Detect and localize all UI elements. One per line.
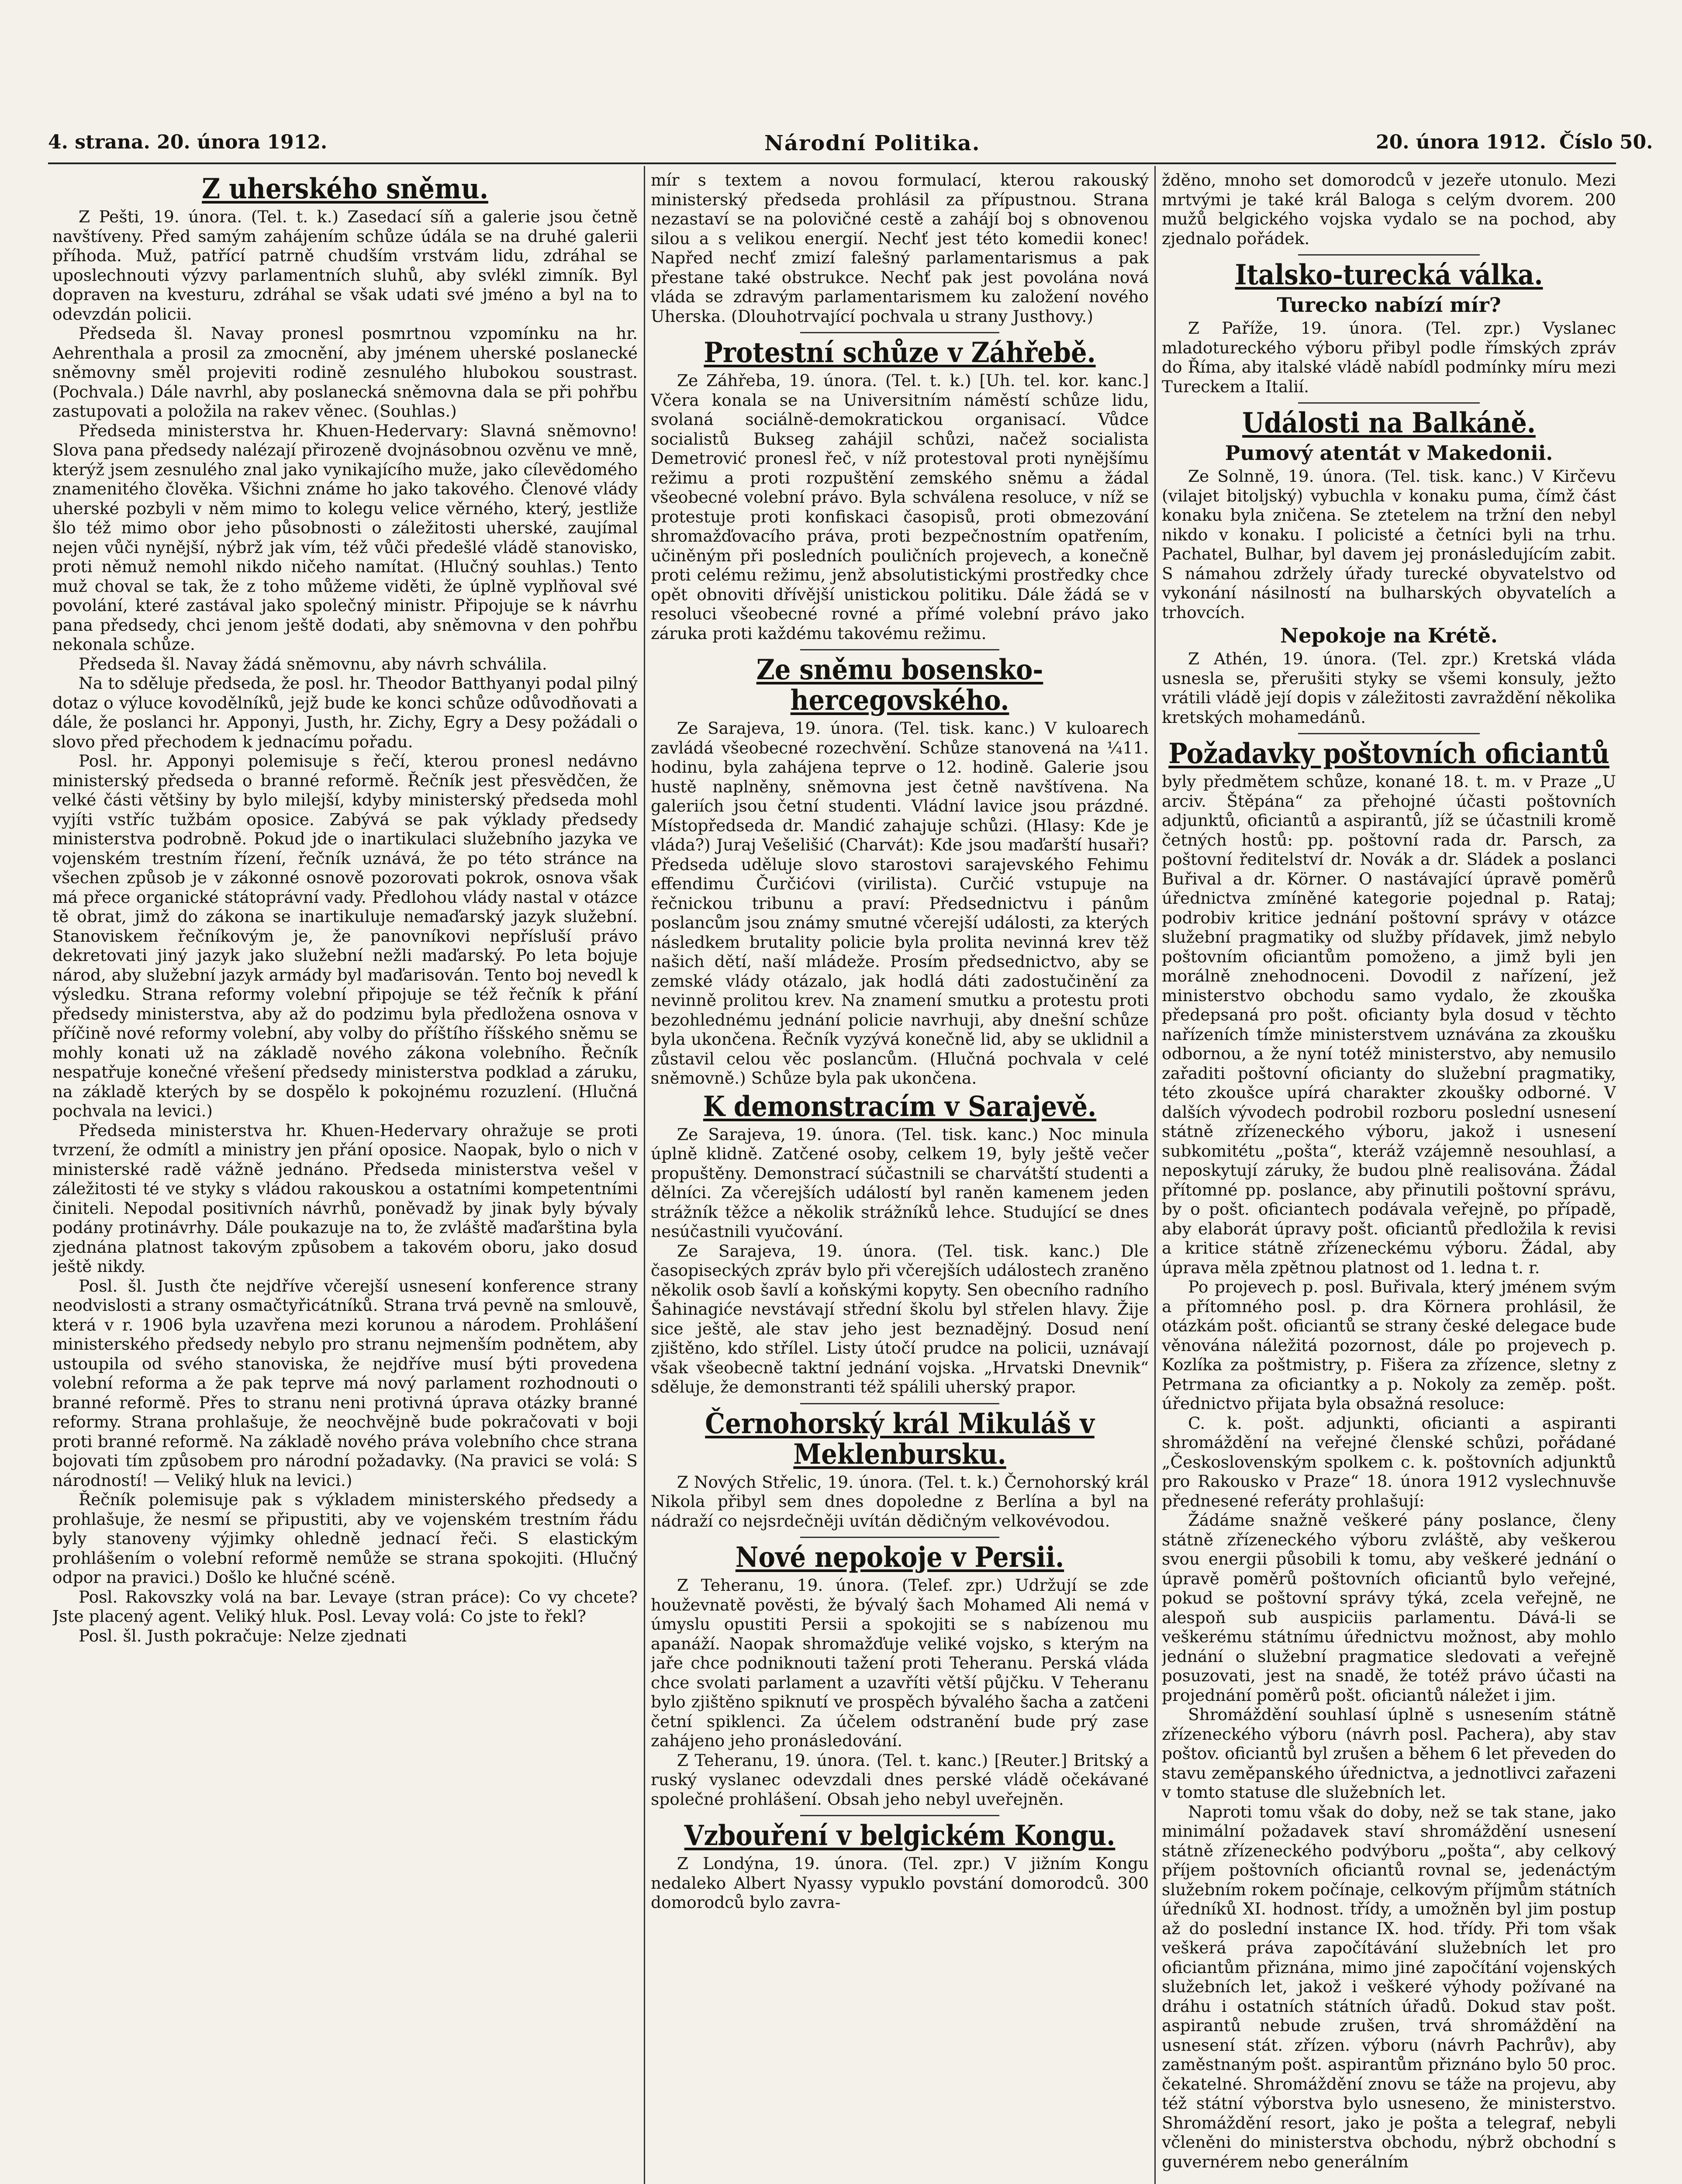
column-rule-2 — [1154, 166, 1156, 2184]
heading-vzbouřeni-kongo: Vzbouření v belgickém Kongu. — [684, 1819, 1116, 1852]
paragraph: C. k. pošt. adjunkti, oficianti a aspiranti shromáždění na veřejné členské schůzi, pořádané „Československým spolkem c. k. poštovních adjunktů pro Rakousko v Praze“ 18. února 1912 vyslechnuvše přednesené referáty prohlašují: — [1162, 1413, 1616, 1510]
subheading-turecko-mir: Turecko nabízí mír? — [1277, 293, 1501, 317]
paragraph: Z Nových Střelic, 19. února. (Tel. t. k.) Černohorský král Nikola přibyl sem dnes dopoledne z Berlína a byl na nádraží co nejsrdečněji uvítán dědičným velkovévodou. — [651, 1472, 1149, 1531]
paragraph: Naproti tomu však do doby, než se tak stane, jako minimální požadavek staví shromáždění usnesení státně zřízeneckého podvýboru „pošta“, aby celkový příjem poštovních oficiantů rovnal se, jedenáctým služebním rokem počínaje, celkovým příjmům státních úředníků XI. hodnost. třídy, a umožněn byl jim postup až do poslední instance IX. hod. třídy. Při tom však veškerá práva započítávání služebních let pro oficiantům přiznána, mimo jiné započítání vojenských služebních let, jakož i veškeré výhody požívané na dráhu i ostatních státních úřadů. Dokud stav pošt. aspirantů nebude zrušen, trvá shromáždění na usnesení stát. zřízen. výboru (návrh Pachrův), aby zaměstnaným pošt. aspirantům přiznáno bylo 50 proc. čekatelné. Shromáždění znovu se táže na projevu, aby též státní výborstva bylo usneseno, že ministerstvo. Shromáždění resort, jako je pošta a telegraf, nebyli včleněni do ministerstva obchodu, nýbrž obchodní s guvernérem nebo generálním — [1162, 1802, 1616, 2171]
paragraph: Předseda ministerstva hr. Khuen-Hedervary: Slavná sněmovno! Slova pana předsedy nalézají přirozeně dvojnásobnou ozvěnu ve mně, kterýž jsem zesnulého znal jako vynikajícího muže, jako cílevědomého znamenitého člověka. Všichni známe ho jako takového. Členové vlády uherské pozbyli v něm mimo to kolegu velice věrného, který, jestliže šlo též mimo obor jeho působnosti o záležitosti uherské, zaujímal nejen vůči nynější, nýbrž jak vím, též vůči předešlé vládě stanovisko, proti němuž nemohl nikdo ničeho namítat. (Hlučný souhlas.) Tento muž choval se tak, že z toho můžeme viděti, že úplně vyplňoval své povolání, které zastával jako společný ministr. Připojuje se k návrhu pana předsedy, chci jenom ještě dodati, aby sněmovna v den pohřbu nekonala schůze. — [52, 421, 638, 654]
separator — [800, 332, 999, 333]
column-2 — [651, 170, 1149, 2184]
paragraph: Posl. hr. Apponyi polemisuje s řečí, kterou pronesl nedávno ministerský předseda o branné reformě. Řečník jest přesvědčen, že velké části většiny by bylo milejší, kdyby ministerský předseda mohl vyjíti vstříc tužbám oposice. Zabývá se pak výklady předsedy ministerstva podrobně. Pokud jde o inartikulaci služebního jazyka ve vojenském trestním řízení, řečník uznává, že po této stránce na všechen způsob je v zákonné osnově pozorovati pokrok, osnova však má přece organické státoprávní vady. Předlohou vlády nastal v otázce tě obrat, jimž do zákona se inartikuluje nemaďarský jazyk služební. Stanoviskem řečníkovým je, že panovníkovi nepřísluší právo dekretovati jiný jazyk jako služební nežli maďarský. Po leta bojuje národ, aby služební jazyk armády byl maďarisován. Tento boj nevedl k výsledku. Strana reformy volební připojuje se též řečník k přání předsedy ministerstva, aby až do podzimu byla předložena osnova v příčině nové reformy volební, aby volby do příštího říšského sněmu se mohly konati už na základě nového zákona volebního. Řečník nespatřuje konečné vřešení předsedy ministerstva podklad a záruku, na základě kterých by se dospělo k pokojnému rozuzlení. (Hlučná pochvala na levici.) — [52, 751, 638, 1120]
separator — [800, 649, 999, 650]
column-1 — [52, 170, 638, 2184]
paragraph: Ze Solnně, 19. února. (Tel. tisk. kanc.) V Kirčevu (vilajet bitoljský) vybuchla v konaku puma, čímž část konaku byla zničena. Se ztetelem na tržní den nebyl nikdo v konaku. I policisté a četníci byli na trhu. Pachatel, Bulhar, byl davem jej pronásledujícím zabit. S námahou zdržely úřady turecké obyvatelstvo od vykonání násilností na bulharských obyvatelích a trhovcích. — [1162, 467, 1616, 622]
newspaper-title: Národní Politika. — [764, 131, 981, 156]
heading-uhersky-snem: Z uherského sněmu. — [202, 173, 488, 205]
paragraph: Shromáždění souhlasí úplně s usnesením státně zřízeneckého výboru (návrh posl. Pachera), aby stav poštov. oficiantů byl zrušen a během 6 let převeden do stavu zeměpanského úřednictva, a jednotlivci zařazeni v tomto statuse dle služebních let. — [1162, 1705, 1616, 1802]
paragraph: Na to sděluje předseda, že posl. hr. Theodor Batthyanyi podal pilný dotaz o výluce kovodělníků, jejž bude ke konci schůze odůvodňovati a dále, že poslanci hr. Apponyi, Justh, hr. Zichy, Egry a Desy požádali o slovo před přechodem k jednacímu pořadu. — [52, 674, 638, 751]
paragraph: Z Paříže, 19. února. (Tel. zpr.) Vyslanec mladotureckého výboru přibyl podle římských zpráv do Říma, aby italské vládě nabídl podmínky míru mezi Tureckem a Italií. — [1162, 318, 1616, 396]
heading-snem-bosna: Ze sněmu bosensko-hercegovského. — [756, 653, 1043, 717]
paragraph: Z Athén, 19. února. (Tel. zpr.) Kretská vláda usnesla se, přerušiti styky se všemi konsuly, ježto vrátili vládě její dopis v záležitosti zavraždění několika kretských mohamedánů. — [1162, 649, 1616, 727]
paragraph: Z Teheranu, 19. února. (Tel. t. kanc.) [Reuter.] Britský a ruský vyslanec odevzdali dnes perské vládě očekávané společné prohlášení. Obsah jeho nebyl uveřejněn. — [651, 1750, 1149, 1809]
heading-pozadavky-postovnich-oficiantu: Požadavky poštovních oficiantů — [1168, 737, 1609, 770]
subheading-nepokoje-kreta: Nepokoje na Krétě. — [1280, 624, 1498, 647]
header-rule — [48, 162, 1616, 164]
paragraph: Posl. šl. Justh pokračuje: Nelze zjednati — [79, 1626, 407, 1645]
separator — [800, 1537, 999, 1538]
separator — [800, 1815, 999, 1816]
paragraph: Po projevech p. posl. Buřivala, který jménem svým a přítomného posl. p. dra Körnera prohlásil, že otázkám pošt. oficiantů se strany české delegace bude věnována náležitá pozornost, dále po projevech p. Kozlíka za poštmistry, p. Fišera za zřízence, sletny z Petrmana za oficiantky a p. Nokoly za zeměp. pošt. úřednictvo přijata byla obsažná resoluce: — [1162, 1277, 1616, 1413]
header-page-date: 4. strana. 20. února 1912. — [48, 131, 328, 153]
column-rule-1 — [644, 166, 645, 2184]
paragraph: Posl. Rakovszky volá na bar. Levaye (stran práce): Co vy chcete? Jste placený agent. Veliký hluk. Posl. Levay volá: Co jste to řekl? — [52, 1587, 638, 1626]
paragraph: Ze Sarajeva, 19. února. (Tel. tisk. kanc.) Noc minula úplně klidně. Zatčené osoby, celkem 19, byly ještě večer propuštěny. Demonstrací súčastnili se charvátští studenti a dělníci. Za včerejších událostí byl raněn kamenem jeden strážník těžce a několik strážníků lehce. Studující se dnes nesúčastnili vyučování. — [651, 1124, 1149, 1241]
paragraph: Ze Záhřeba, 19. února. (Tel. t. k.) [Uh. tel. kor. kanc.] Včera konala se na Universitním náměstí schůze lidu, svolaná sociálně-demokratickou organisací. Vůdce socialistů Bukseg zahájil schůzi, načež socialista Demetrović pronesl řeč, v níž protestoval proti nynějšímu režimu a proti rozpuštění zemského sněmu a žádal všeobecné volební právo. Byla schválena resoluce, v níž se protestuje proti konfiskaci časopisů, proti obmezování shromažďovacího práva, proti bezpečnostním opatřením, učiněným při posledních pouličních projevech, a konečně proti celému režimu, jenž absolutistickými prostředky chce opět obnoviti dřívější unistickou politiku. Dále žádá se v resoluci všeobecné rovné a přímé volební právo jako záruka proti každému takovému režimu. — [651, 371, 1149, 643]
heading-protest-zahreb: Protestní schůze v Záhřebě. — [704, 336, 1096, 369]
header-date-right: 20. února 1912. — [1376, 131, 1546, 153]
paragraph: žděno, mnoho set domorodců v jezeře utonulo. Mezi mrtvými je také král Baloga s celým dvorem. 200 mužů belgického vojska vydalo se na pochod, aby zjednalo pořádek. — [1162, 170, 1616, 248]
heading-udalosti-balkan: Události na Balkáně. — [1242, 407, 1536, 439]
separator — [1298, 402, 1480, 404]
paragraph: byly předmětem schůze, konané 18. t. m. v Praze „U arciv. Štěpána“ za přehojné účasti poštovních adjunktů, oficiantů a aspirantů, jíž se účastnili kromě četných hostů: pp. poštovní rada dr. Parsch, za poštovní ředitelství dr. Novák a dr. Sládek a poslanci Buřival a dr. Körner. O nastávající úpravě poměrů úřednictva zmíněné kategorie pojednal p. Rataj; podrobiv kritice jednání poštovní správy v otázce služební pragmatiky od služby přídavek, jimž nebylo poštovním oficiantům pomoženo, a jimž byli jen morálně znehodnoceni. Dovodil z nařízení, jež ministerstvo obchodu samo vydalo, že zkouška předepsaná pro pošt. oficianty byla dosud v těchto nařízeních tímže ministerstvem uznávána za zkoušku odbornou, a že nyní totéž ministerstvo, aby nemusilo zařaditi poštovní oficianty do služební pragmatiky, této zkoušce upírá charakter zkoušky odborné. V dalších vývodech podrobil rozboru poslední usnesení státně zřízeneckého výboru, jakož i usnesení subkomitétu „pošta“, kteráž vzájemně nesouhlasí, a neposkytují záruky, že budou plně realisována. Žádal přítomné pp. poslance, aby přinutili poštovní správu, by o pošt. oficiantech podávala veřejně, po případě, aby elaborát úpravy pošt. oficiantů předložila k revisi a kritice státně zřízeneckému výboru. Žádal, aby úprava měla zpětnou platnost od 1. ledna t. r. — [1162, 772, 1616, 1277]
paragraph: Předseda šl. Navay žádá sněmovnu, aby návrh schválila. — [79, 654, 547, 674]
heading-nepokoje-persie: Nové nepokoje v Persii. — [735, 1541, 1064, 1574]
column-3 — [1162, 170, 1616, 2184]
paragraph: Posl. šl. Justh čte nejdříve včerejší usnesení konference strany neodvislosti a strany osmačtyřicátníků. Strana trvá pevně na smlouvě, která v r. 1906 byla uzavřena mezi korunou a národem. Prohlášení ministerského předsedy nebylo pro stranu nejmenším podnětem, aby ustoupila od svého stanoviska, že nejdříve musí býti provedena volební reforma a že pak teprve má nový parlament rozhodnouti o branné reformě. Přes to stranu neni protivná úprava otázky branné reformy. Strana prohlašuje, že neochvějně bude pokračovati v boji proti branné reformě. Na základě nového práva volebního chce strana bojovati tím způsobem pro národní požadavky. (Na pravici se volá: S národností! — Veliký hluk na levici.) — [52, 1276, 638, 1490]
paragraph: Z Londýna, 19. února. (Tel. zpr.) V jižním Kongu nedaleko Albert Nyassy vypuklo povstání domorodců. 300 domorodců bylo zavra- — [651, 1854, 1149, 1912]
paragraph: Ze Sarajeva, 19. února. (Tel. tisk. kanc.) V kuloarech zavládá všeobecné rozechvění. Schůze stanovená na ¼11. hodinu, byla zahájena teprve o 12. hodině. Galerie jsou hustě naplněny, sněmovna jest četně navštívena. Na galeriích jsou četní studenti. Vládní lavice jsou prázdné. Místopředseda dr. Mandić zahajuje schůzi. (Hlasy: Kde je vláda?) Juraj Vešelišić (Charvát): Kde jsou maďarští husaři? Předseda uděluje slovo starostovi sarajevského Fehimu effendimu Čurčićovi (virilista). Curčić vstupuje na řečnickou tribunu a praví: Předsednictvu i pánům poslancům jsou známy smutné včerejší události, za kterých následkem brutality policie byla prolita nevinná krev těž našich dětí, naší mládeže. Prosím předsednictvo, aby se zemské vlády otázalo, jak hodlá dáti zadostučinění za nevinně prolitou krev. Na znamení smutku a protestu proti bezohlednému jednání policie navrhuji, aby dnešní schůze byla ukončena. Řečník vyzývá konečně lid, aby se uklidnil a zůstavil celou věc poslancům. (Hlučná pochvala v celé sněmovně.) Schůze byla pak ukončena. — [651, 719, 1149, 1088]
header-issue-number: Číslo 50. — [1559, 131, 1653, 153]
subheading-pumovy-atentat: Pumový atentát v Makedonii. — [1225, 441, 1553, 465]
separator — [1298, 733, 1480, 734]
paragraph: Z Teheranu, 19. února. (Telef. zpr.) Udržují se zde houževnatě pověsti, že bývalý šach Mohamed Ali nemá v úmyslu opustiti Persii a spokojiti se s nabízenou mu apanáží. Naopak shromažďuje veliké vojsko, s kterým na jaře chce podniknouti tažení proti Teheranu. Perská vláda chce svolati parlament a uzavříti větší půjčku. V Teheranu bylo zjištěno spiknutí ve prospěch bývalého šacha a zatčeni četní spiklenci. Za účelem odstranění bude prý zase zahájeno jeho pronásledování. — [651, 1576, 1149, 1750]
paragraph: Žádáme snažně veškeré pány poslance, členy státně zřízeneckého výboru zvláště, aby veškerou svou energii působili k tomu, aby veškeré jednání o úpravě poměrů poštovních oficiantů bylo veřejné, pokud se poštovní správy týká, zcela veřejně, ne alespoň sub auspiciis parlamentu. Dává-li se veškerému státnímu úřednictvu možnost, aby mohlo jednání o služební pragmatice sledovati a veřejně posuzovati, jest na snadě, že totéž právo účasti na projednání poměrů pošt. oficiantů náležet i jim. — [1162, 1510, 1616, 1705]
paragraph: Předseda šl. Navay pronesl posmrtnou vzpomínku na hr. Aehrenthala a prosil za zmocnění, aby jménem uherské poslanecké sněmovny směl projeviti rodině zesnulého hlubokou soustrast. (Pochvala.) Dále navrhl, aby poslanecká sněmovna dala se při pohřbu zastupovati a položila na rakev věnec. (Souhlas.) — [52, 324, 638, 421]
paragraph: Předseda ministerstva hr. Khuen-Hedervary ohražuje se proti tvrzení, že odmítl a ministry jen přání oposice. Naopak, bylo o nich v ministerské radě vážně jednáno. Předseda ministerstva vešel v záležitosti té ve styky s vládou rakouskou a ostatními kompetentními činiteli. Nepodal positivních návrhů, poněvadž by jinak byly bývaly podány protinávrhy. Dále poukazuje na to, že zvláště maďarština byla zjednána platnost takovým způsobem a takovém oboru, jako dosud ještě nikdy. — [52, 1120, 638, 1276]
separator — [800, 1403, 999, 1404]
separator — [1298, 254, 1480, 256]
paragraph: mír s textem a novou formulací, kterou rakouský ministerský předseda prohlásil za přípustnou. Strana nezastaví se na polovičné cestě a zahájí boj s obnovenou silou a s velikou energií. Nechť jest této komedii konec! Napřed nechť zmizí falešný parlamentarismus a pak přestane také obstrukce. Nechť pak jest povolána nová vláda se zdravým parlamentarismem ku založení nového Uherska. (Dlouhotrvající pochvala u strany Justhovy.) — [651, 170, 1149, 326]
paragraph: Ze Sarajeva, 19. února. (Tel. tisk. kanc.) Dle časopiseckých zpráv bylo při včerejších událostech zraněno několik osob šavlí a koňskými kopyty. Sen obecního radního Šahinagiće nevstávají střední školu byl střelen hlavy. Žije sice ještě, ale stav jeho jest beznadějný. Dosud není zjištěno, kdo střílel. Listy útočí prudce na policii, uznávají však všeobecně taktní jednání vojska. „Hrvatski Dnevnik“ sděluje, že demonstranti též spálili uherský prapor. — [651, 1241, 1149, 1396]
heading-italsko-turecka-valka: Italsko-turecká válka. — [1235, 259, 1543, 291]
page-header — [48, 131, 1653, 157]
heading-cernohorsky-kral: Černohorský král Mikuláš v Meklenbursku. — [705, 1407, 1095, 1471]
paragraph: Řečník polemisuje pak s výkladem ministerského předsedy a prohlašuje, že nesmí se připustiti, aby ve vojenském trestním řádu byly stanoveny výjimky ohledně jednací řeči. S elastickým prohlášením o volební reformě nemůže se strana spokojiti. (Hlučný odpor na pravici.) Došlo ke hlučné scéně. — [52, 1490, 638, 1587]
heading-demonstrace-sarajevo: K demonstracím v Sarajevě. — [703, 1090, 1097, 1123]
paragraph: Z Pešti, 19. února. (Tel. t. k.) Zasedací síň a galerie jsou četně navštíveny. Před samým zahájením schůze údála se na druhé galerii příhoda. Muž, patřící patrně chudším vrstvám lidu, zdráhal se uposlechnouti výzvy parlamentních sluhů, aby svlékl zimník. Byl dopraven na kvesturu, zdráhal se však udati své jméno a byl na to odevzdán policii. — [52, 207, 638, 324]
